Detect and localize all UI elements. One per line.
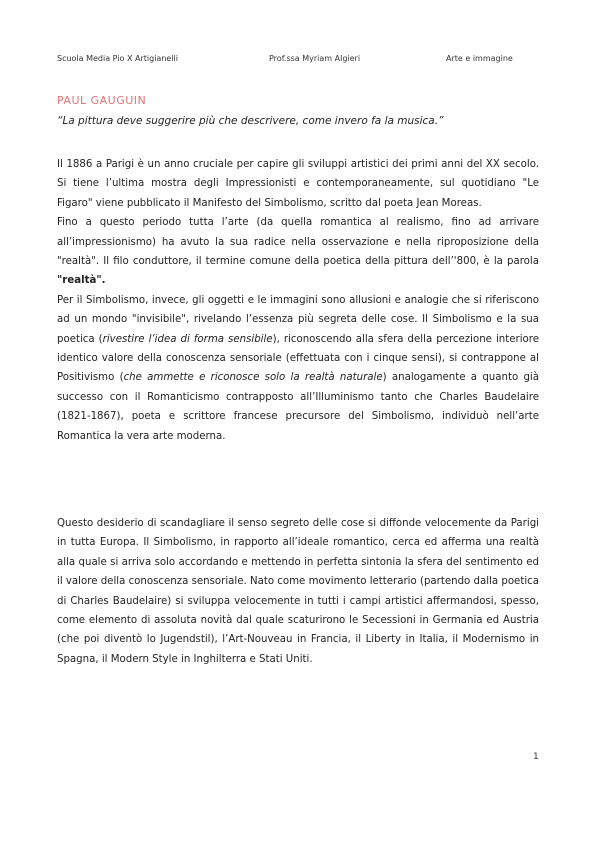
header-school: Scuola Media Pio X Artigianelli xyxy=(57,54,178,63)
paragraph-4: Questo desiderio di scandagliare il senso segreto delle cose si diffonde velocemente da Parigi in tutta Europa. Il Simbolismo, in rapporto all’ideale romantico, cerca ed afferma una realtà alla quale si arriva solo accordando e mettendo in perfetta sintonia la sfera del sentimento ed il valore della conoscenza sensoriale. Nato come movimento letterario (partendo dalla poetica di Charles Baudelaire) si sviluppa velocemente in tutti i campi artistici affermandosi, spesso, come elemento di assoluta novità dal quale scaturirono le Secessioni in Germania ed Austria (che poi diventò lo Jugendstil), l’Art-Nouveau in Francia, il Liberty in Italia, il Modernismo in Spagna, il Modern Style in Inghilterra e Stati Uniti. xyxy=(57,518,539,665)
paragraph-3-italic-a: rivestire l’idea di forma sensibile xyxy=(102,333,273,345)
header-teacher: Prof.ssa Myriam Algieri xyxy=(269,54,361,63)
paragraph-2 xyxy=(57,213,539,291)
paragraph-1: Il 1886 a Parigi è un anno cruciale per capire gli sviluppi artistici dei primi anni del XX secolo. Si tiene l’ultima mostra degli Impressionisti e contemporaneamente, sul quotidiano "Le Figaro" viene pubblicato il Manifesto del Simbolismo, scritto dal poeta Jean Moreas. xyxy=(57,159,539,209)
body-section-2 xyxy=(57,514,539,669)
paragraph-3-text-a: Per il Simbolismo, invece, gli oggetti e le immagini sono allusioni e analogie che si riferiscono ad un mondo "invisibile", rivelando l’essenza più segreta delle cose. Il Simbolismo e la sua poetica ( xyxy=(57,294,539,345)
paragraph-2-text: Fino a questo periodo tutta l’arte (da quella romantica al realismo, fino ad arrivare all’impressionismo) ha avuto la sua radice nella osservazione e nella riproposizione della "realtà". Il filo conduttore, il termine comune della poetica della pittura dell’'800, è la parola xyxy=(57,217,539,268)
body-section-1 xyxy=(57,155,539,446)
paragraph-3-italic-b: che ammette e riconosce solo la realtà naturale xyxy=(123,372,383,384)
header-subject: Arte e immagine xyxy=(446,54,513,63)
paragraph-3-text-c: ) analogamente a quanto già successo con il Romanticismo contrapposto all’Illuminismo tanto che Charles Baudelaire (1821-1867), poeta e scrittore francese precursore del Simbolismo, individuò nell’arte Romantica la vera arte moderna. xyxy=(57,372,539,442)
page-number: 1 xyxy=(533,752,539,762)
paragraph-3-text-b: ), riconoscendo alla sfera della percezione interiore identico valore della conoscenza sensoriale (effettuata con i cinque sensi), si contrappone al Positivismo ( xyxy=(57,333,539,384)
document-title: PAUL GAUGUIN xyxy=(57,94,147,107)
paragraph-3 xyxy=(57,291,539,446)
paragraph-2-bold: "realtà". xyxy=(57,275,106,287)
epigraph-quote: “La pittura deve suggerire più che descrivere, come invero fa la musica.” xyxy=(57,115,444,127)
